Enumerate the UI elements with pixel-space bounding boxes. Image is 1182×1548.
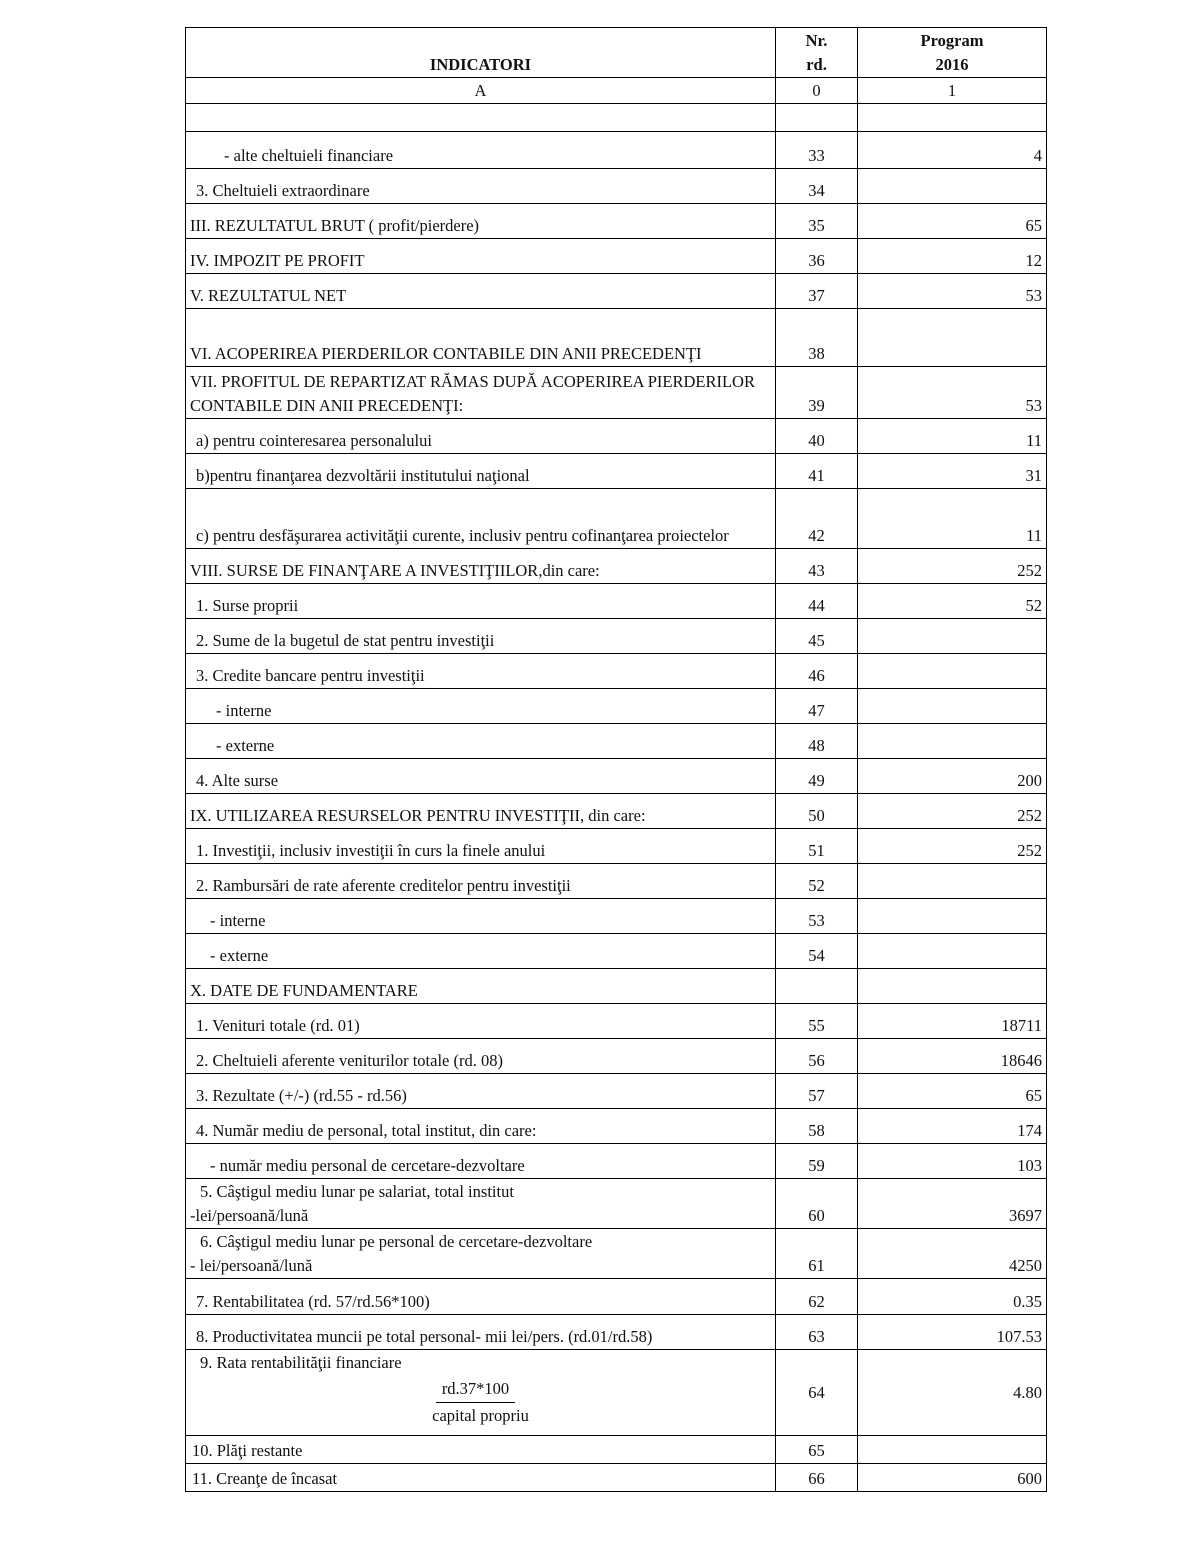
row-label: VI. ACOPERIREA PIERDERILOR CONTABILE DIN ANII PRECEDENŢI [186, 309, 776, 367]
table-row [186, 489, 1047, 549]
subheader-a: A [186, 78, 776, 104]
table-row [186, 1350, 1047, 1436]
table-row [186, 1144, 1047, 1179]
row-nr: 59 [776, 1144, 858, 1179]
row-value: 252 [858, 829, 1047, 864]
row-nr: 38 [776, 309, 858, 367]
row-nr: 61 [776, 1229, 858, 1279]
table-row [186, 454, 1047, 489]
row-label: - număr mediu personal de cercetare-dezvoltare [186, 1144, 776, 1179]
row-value: 107.53 [858, 1315, 1047, 1350]
row-value: 4.80 [858, 1350, 1047, 1436]
table-row [186, 584, 1047, 619]
table-row [186, 934, 1047, 969]
row-label: 5. Câştigul mediu lunar pe salariat, total institut -lei/persoană/lună [186, 1179, 776, 1229]
row-label: V. REZULTATUL NET [186, 274, 776, 309]
row-nr: 36 [776, 239, 858, 274]
row-value: 4250 [858, 1229, 1047, 1279]
fraction-numerator: rd.37*100 [436, 1376, 515, 1403]
row-nr: 51 [776, 829, 858, 864]
table-row [186, 654, 1047, 689]
row-value: 0.35 [858, 1279, 1047, 1315]
table-row [186, 864, 1047, 899]
row-value: 65 [858, 204, 1047, 239]
table-row [186, 759, 1047, 794]
row-label: 4. Alte surse [186, 759, 776, 794]
row-label: 2. Rambursări de rate aferente creditelor pentru investiţii [186, 864, 776, 899]
row-nr: 47 [776, 689, 858, 724]
row-label: 9. Rata rentabilităţii financiare rd.37*100 capital propriu [186, 1350, 776, 1436]
row-value: 174 [858, 1109, 1047, 1144]
table-row [186, 169, 1047, 204]
table-row [186, 689, 1047, 724]
row-label: IX. UTILIZAREA RESURSELOR PENTRU INVESTIŢII, din care: [186, 794, 776, 829]
row-nr: 45 [776, 619, 858, 654]
table-row [186, 1464, 1047, 1492]
row-value: 52 [858, 584, 1047, 619]
subheader-0: 0 [776, 78, 858, 104]
row-label: 1. Investiţii, inclusiv investiţii în curs la finele anului [186, 829, 776, 864]
row-nr [776, 969, 858, 1004]
row-label: c) pentru desfăşurarea activităţii curente, inclusiv pentru cofinanţarea proiectelor [186, 489, 776, 549]
row-value: 11 [858, 419, 1047, 454]
fraction-denominator: capital propriu [432, 1406, 529, 1425]
row-value [858, 689, 1047, 724]
row-nr: 60 [776, 1179, 858, 1229]
table-row [186, 1039, 1047, 1074]
row-value: 12 [858, 239, 1047, 274]
row-label: 3. Cheltuieli extraordinare [186, 169, 776, 204]
row-label: 10. Plăţi restante [186, 1436, 776, 1464]
table-row [186, 274, 1047, 309]
row-value: 11 [858, 489, 1047, 549]
row-nr: 54 [776, 934, 858, 969]
row-nr: 37 [776, 274, 858, 309]
row-nr: 63 [776, 1315, 858, 1350]
col-header-nr-rd: Nr. rd. [776, 28, 858, 78]
row-label: b)pentru finanţarea dezvoltării institutului naţional [186, 454, 776, 489]
table-row [186, 204, 1047, 239]
row-nr: 57 [776, 1074, 858, 1109]
row-value [858, 969, 1047, 1004]
row-value: 103 [858, 1144, 1047, 1179]
table-row [186, 239, 1047, 274]
row-label: 11. Creanţe de încasat [186, 1464, 776, 1492]
row-value: 200 [858, 759, 1047, 794]
row-value [858, 1436, 1047, 1464]
row-value [858, 934, 1047, 969]
table-row [186, 829, 1047, 864]
row-value: 3697 [858, 1179, 1047, 1229]
row-value: 4 [858, 132, 1047, 169]
indicators-table [185, 27, 1047, 1492]
col-header-indicatori: INDICATORI [186, 28, 776, 78]
row-value: 252 [858, 549, 1047, 584]
row-nr: 66 [776, 1464, 858, 1492]
row-nr: 52 [776, 864, 858, 899]
row-nr: 41 [776, 454, 858, 489]
row-value: 18711 [858, 1004, 1047, 1039]
row-value [858, 169, 1047, 204]
table-row [186, 1436, 1047, 1464]
col-header-program: Program 2016 [858, 28, 1047, 78]
fraction [190, 1376, 771, 1429]
row-nr: 43 [776, 549, 858, 584]
row-nr: 39 [776, 367, 858, 419]
table-row [186, 309, 1047, 367]
table-row [186, 1279, 1047, 1315]
row-nr: 40 [776, 419, 858, 454]
row-nr: 64 [776, 1350, 858, 1436]
row-label: 8. Productivitatea muncii pe total personal- mii lei/pers. (rd.01/rd.58) [186, 1315, 776, 1350]
empty-row [186, 104, 1047, 132]
row-nr: 49 [776, 759, 858, 794]
row-label: 2. Sume de la bugetul de stat pentru investiţii [186, 619, 776, 654]
row-label: - externe [186, 724, 776, 759]
header-row [186, 28, 1047, 78]
row-value [858, 899, 1047, 934]
row-value: 18646 [858, 1039, 1047, 1074]
row-label: a) pentru cointeresarea personalului [186, 419, 776, 454]
row-label: - interne [186, 899, 776, 934]
table-row [186, 619, 1047, 654]
row-value: 31 [858, 454, 1047, 489]
table-row [186, 1229, 1047, 1279]
row-label: 3. Credite bancare pentru investiţii [186, 654, 776, 689]
row-value [858, 724, 1047, 759]
row-value: 600 [858, 1464, 1047, 1492]
row-value [858, 654, 1047, 689]
table-row [186, 132, 1047, 169]
row-nr: 53 [776, 899, 858, 934]
row-label: - externe [186, 934, 776, 969]
row-label: 4. Număr mediu de personal, total institut, din care: [186, 1109, 776, 1144]
row-nr: 34 [776, 169, 858, 204]
row-nr: 55 [776, 1004, 858, 1039]
row-nr: 42 [776, 489, 858, 549]
table-row [186, 969, 1047, 1004]
row-nr: 62 [776, 1279, 858, 1315]
row-nr: 44 [776, 584, 858, 619]
table-row [186, 1315, 1047, 1350]
table-row [186, 549, 1047, 584]
row-label: III. REZULTATUL BRUT ( profit/pierdere) [186, 204, 776, 239]
row-value: 53 [858, 367, 1047, 419]
row-nr: 56 [776, 1039, 858, 1074]
table-row [186, 724, 1047, 759]
row-nr: 58 [776, 1109, 858, 1144]
row-label: 3. Rezultate (+/-) (rd.55 - rd.56) [186, 1074, 776, 1109]
row-nr: 50 [776, 794, 858, 829]
row-label: 1. Surse proprii [186, 584, 776, 619]
row-value [858, 309, 1047, 367]
row-nr: 35 [776, 204, 858, 239]
table-row [186, 1109, 1047, 1144]
row-label: 2. Cheltuieli aferente veniturilor totale (rd. 08) [186, 1039, 776, 1074]
row-label: X. DATE DE FUNDAMENTARE [186, 969, 776, 1004]
row-label: IV. IMPOZIT PE PROFIT [186, 239, 776, 274]
table-row [186, 367, 1047, 419]
row-label: VIII. SURSE DE FINANŢARE A INVESTIŢIILOR,din care: [186, 549, 776, 584]
row-label: - interne [186, 689, 776, 724]
row-value [858, 619, 1047, 654]
table-row [186, 899, 1047, 934]
row-nr: 48 [776, 724, 858, 759]
table-row [186, 1004, 1047, 1039]
subheader-row [186, 78, 1047, 104]
row-value: 53 [858, 274, 1047, 309]
row-label: - alte cheltuieli financiare [186, 132, 776, 169]
subheader-1: 1 [858, 78, 1047, 104]
row-value: 65 [858, 1074, 1047, 1109]
row-value: 252 [858, 794, 1047, 829]
table-row [186, 1179, 1047, 1229]
row-label: 1. Venituri totale (rd. 01) [186, 1004, 776, 1039]
row-nr: 65 [776, 1436, 858, 1464]
row-label: 7. Rentabilitatea (rd. 57/rd.56*100) [186, 1279, 776, 1315]
table-row [186, 419, 1047, 454]
table-row [186, 794, 1047, 829]
row-label: VII. PROFITUL DE REPARTIZAT RĂMAS DUPĂ ACOPERIREA PIERDERILOR CONTABILE DIN ANII PRECEDENŢI: [186, 367, 776, 419]
row-value [858, 864, 1047, 899]
row-label: 6. Câştigul mediu lunar pe personal de cercetare-dezvoltare - lei/persoană/lună [186, 1229, 776, 1279]
row-nr: 46 [776, 654, 858, 689]
row-nr: 33 [776, 132, 858, 169]
table-row [186, 1074, 1047, 1109]
